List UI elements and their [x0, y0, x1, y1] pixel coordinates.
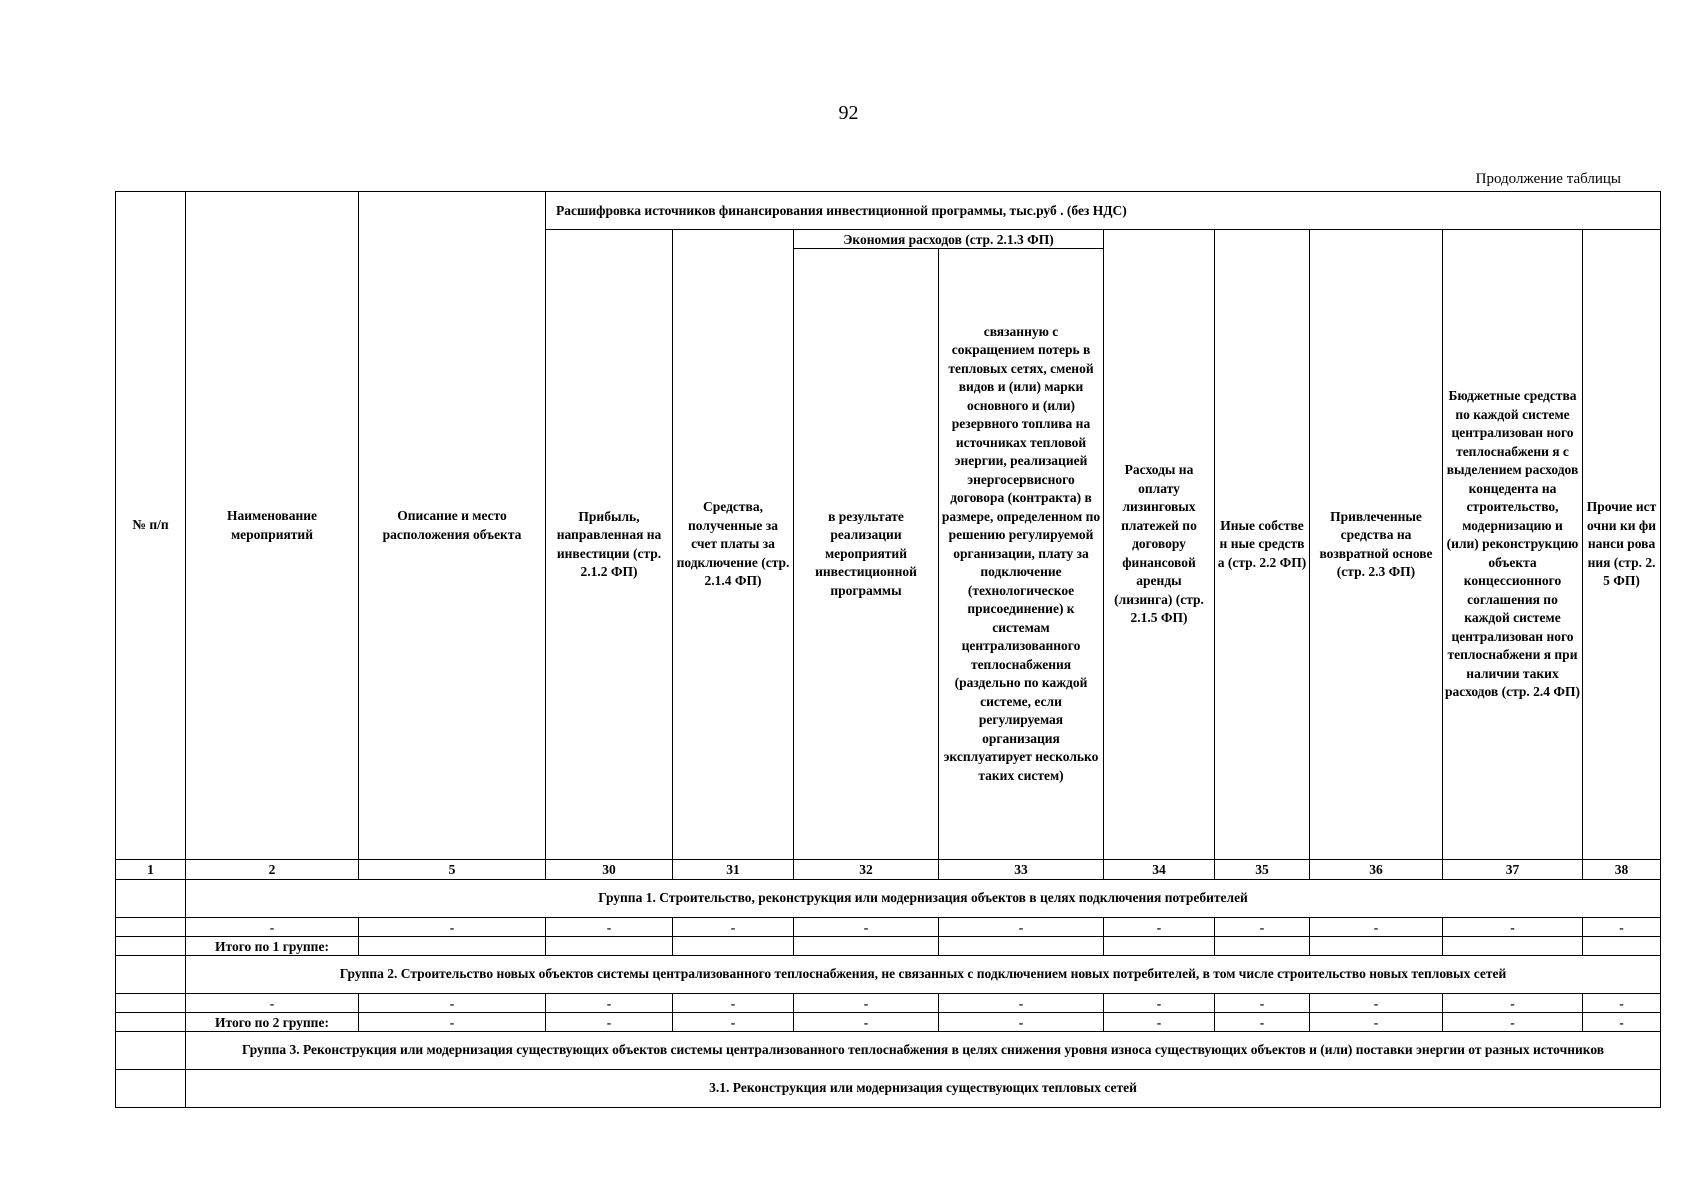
- table-cell: -: [673, 994, 794, 1013]
- table-cell: -: [1443, 994, 1583, 1013]
- header-profit: Прибыль, направленная на инвестиции (стр. 2.1.2 ФП): [546, 230, 673, 860]
- table-cell: -: [1104, 994, 1215, 1013]
- header-savings: Экономия расходов (стр. 2.1.3 ФП): [794, 230, 1104, 249]
- table-cell: -: [673, 1013, 794, 1032]
- column-number: 33: [939, 860, 1104, 880]
- table-cell: -: [1443, 918, 1583, 937]
- group1-data-row: [116, 918, 1661, 937]
- group2-title-row: [116, 956, 1661, 994]
- table-cell: -: [939, 918, 1104, 937]
- table-cell: [546, 937, 673, 956]
- table-cell: -: [1104, 918, 1215, 937]
- column-number: 36: [1310, 860, 1443, 880]
- table-cell: -: [1583, 994, 1661, 1013]
- header-leasing: Расходы на оплату лизинговых платежей по договору финансовой аренды (лизинга) (стр. 2.1.5 ФП): [1104, 230, 1215, 860]
- group3-title: Группа 3. Реконструкция или модернизация существующих объектов системы централизованного теплоснабжения в целях снижения уровня износа существующих объектов и (или) поставки энергии от разных источников: [186, 1032, 1661, 1070]
- group3-title-row: [116, 1032, 1661, 1070]
- table-cell: -: [1310, 918, 1443, 937]
- column-number: 1: [116, 860, 186, 880]
- column-numbers-row: [116, 860, 1661, 880]
- column-number: 2: [186, 860, 359, 880]
- header-connection-fee: Средства, полученные за счет платы за подключение (стр. 2.1.4 ФП): [673, 230, 794, 860]
- header-description: Описание и место расположения объекта: [359, 192, 546, 860]
- column-number: 31: [673, 860, 794, 880]
- header-savings-losses: связанную с сокращением потерь в тепловых сетях, сменой видов и (или) марки основного и (или) резервного топлива на источниках тепловой энергии, реализацией энергосервисного договора (контракта) в размере, определенном по решению регулируемой организации, плату за подключение (технологическое присоединение) к системам централизованного теплоснабжения (раздельно по каждой системе, если регулируемая организация эксплуатирует несколько таких систем): [939, 249, 1104, 860]
- group2-num-cell: [116, 956, 186, 994]
- column-number: 37: [1443, 860, 1583, 880]
- header-budget: Бюджетные средства по каждой системе централизован ного теплоснабжени я с выделением расходов концедента на строительство, модернизацию и (или) реконструкцию объекта концессионного соглашения по каждой системе централизован ного теплоснабжени я при наличии таких расходов (стр. 2.4 ФП): [1443, 230, 1583, 860]
- column-number: 35: [1215, 860, 1310, 880]
- group3-sub-num-cell: [116, 1070, 186, 1108]
- table-cell: -: [673, 918, 794, 937]
- table-cell: -: [794, 1013, 939, 1032]
- group3-subtitle-row: [116, 1070, 1661, 1108]
- continuation-label: Продолжение таблицы: [1475, 171, 1621, 187]
- group1-title: Группа 1. Строительство, реконструкция или модернизация объектов в целях подключения потребителей: [186, 880, 1661, 918]
- group2-total-label: Итого по 2 группе:: [186, 1013, 359, 1032]
- header-row-1: [116, 192, 1661, 230]
- header-savings-program: в результате реализации мероприятий инвестиционной программы: [794, 249, 939, 860]
- table-cell: -: [359, 994, 546, 1013]
- header-own-funds: Иные собствен ные средства (стр. 2.2 ФП): [1215, 230, 1310, 860]
- table-cell: -: [359, 918, 546, 937]
- table-cell: -: [794, 918, 939, 937]
- table-cell: [673, 937, 794, 956]
- table-cell: -: [546, 1013, 673, 1032]
- column-number: 38: [1583, 860, 1661, 880]
- table-cell: -: [1215, 994, 1310, 1013]
- header-name: Наименование мероприятий: [186, 192, 359, 860]
- table-cell: [1583, 937, 1661, 956]
- group2-total-row: [116, 1013, 1661, 1032]
- page-number: 92: [838, 102, 859, 124]
- table-cell: -: [1583, 918, 1661, 937]
- table-cell: [116, 937, 186, 956]
- table-cell: -: [186, 918, 359, 937]
- table-cell: [794, 937, 939, 956]
- table-cell: [1443, 937, 1583, 956]
- column-number: 5: [359, 860, 546, 880]
- table-cell: [939, 937, 1104, 956]
- column-number: 34: [1104, 860, 1215, 880]
- group1-title-row: [116, 880, 1661, 918]
- table-cell: -: [1215, 1013, 1310, 1032]
- header-other: Прочие источни ки финанси рования (стр. 2.5 ФП): [1583, 230, 1661, 860]
- table-cell: [359, 937, 546, 956]
- group1-total-label: Итого по 1 группе:: [186, 937, 359, 956]
- group1-num-cell: [116, 880, 186, 918]
- table-cell: [116, 994, 186, 1013]
- table-cell: -: [359, 1013, 546, 1032]
- table-cell: -: [1215, 918, 1310, 937]
- column-number: 32: [794, 860, 939, 880]
- table-cell: -: [1310, 1013, 1443, 1032]
- table-cell: -: [1310, 994, 1443, 1013]
- table-cell: -: [939, 1013, 1104, 1032]
- table-cell: -: [939, 994, 1104, 1013]
- table-cell: [1104, 937, 1215, 956]
- table-cell: -: [1443, 1013, 1583, 1032]
- table-cell: [116, 1013, 186, 1032]
- financing-table: [115, 191, 1661, 1108]
- group2-data-row: [116, 994, 1661, 1013]
- group2-title: Группа 2. Строительство новых объектов системы централизованного теплоснабжения, не связанных с подключением новых потребителей, в том числе строительство новых тепловых сетей: [186, 956, 1661, 994]
- table-cell: [116, 918, 186, 937]
- group3-num-cell: [116, 1032, 186, 1070]
- table-cell: -: [186, 994, 359, 1013]
- table-cell: -: [1104, 1013, 1215, 1032]
- header-breakdown: Расшифровка источников финансирования инвестиционной программы, тыс.руб . (без НДС): [546, 192, 1661, 230]
- column-number: 30: [546, 860, 673, 880]
- header-borrowed: Привлеченные средства на возвратной основе (стр. 2.3 ФП): [1310, 230, 1443, 860]
- header-num: № п/п: [116, 192, 186, 860]
- table-cell: -: [546, 918, 673, 937]
- group3-subtitle: 3.1. Реконструкция или модернизация существующих тепловых сетей: [186, 1070, 1661, 1108]
- table-cell: -: [546, 994, 673, 1013]
- table-cell: -: [1583, 1013, 1661, 1032]
- table-cell: [1310, 937, 1443, 956]
- table-cell: [1215, 937, 1310, 956]
- table-cell: -: [794, 994, 939, 1013]
- group1-total-row: [116, 937, 1661, 956]
